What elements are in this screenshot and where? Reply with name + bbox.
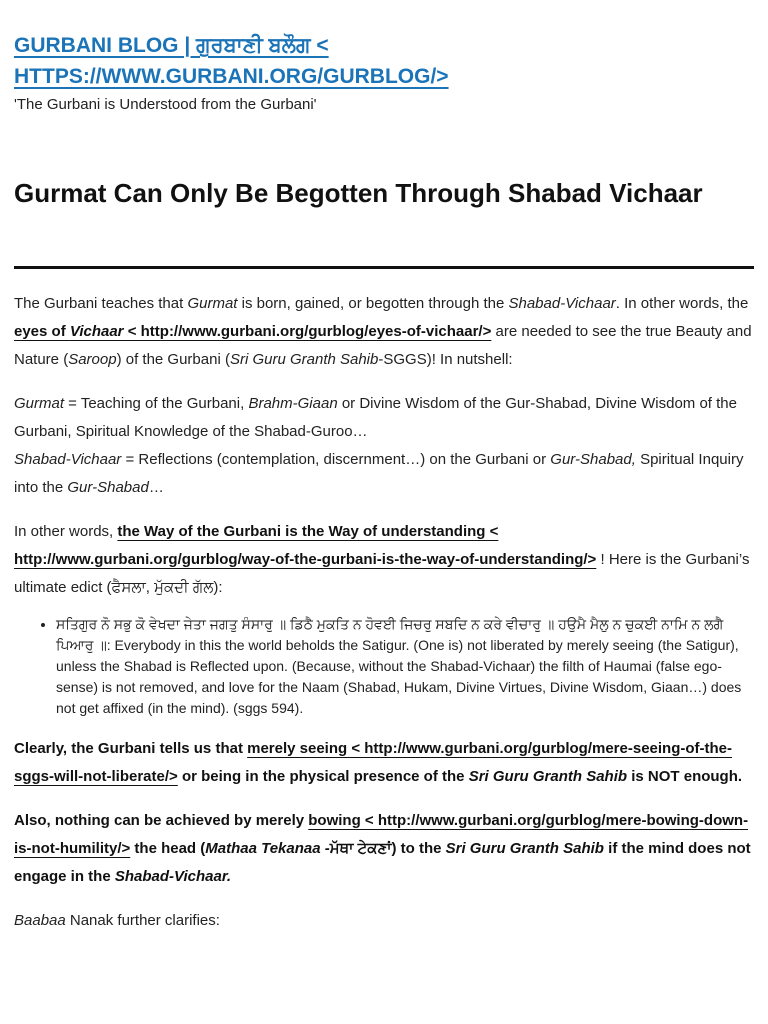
- text: Saroop: [68, 351, 117, 368]
- site-title-line1[interactable]: GURBANI BLOG | ਗੁਰਬਾਣੀ ਬਲੌਗ <: [14, 34, 329, 57]
- text: = Reflections (contemplation, discernment…) on the Gurbani or: [121, 451, 551, 468]
- text: ) of the Gurbani (: [116, 351, 230, 368]
- bowing-link[interactable]: bowing < http://www.gurbani.org/gurblog/mere-bowing-down-is-not-humility/>: [14, 812, 749, 857]
- text: or Divine Wisdom of the Gur-Shabad, Divine Wisdom of the Gurbani, Spiritual Knowledge of the Shabad-Guroo…: [14, 395, 737, 440]
- eyes-of-vichaar-link[interactable]: [14, 323, 491, 340]
- text: or being in the physical presence of the: [177, 768, 469, 785]
- list-item: [56, 614, 754, 719]
- text: Brahm-Giaan: [248, 395, 338, 412]
- text: Sri Guru Granth Sahib: [445, 840, 604, 857]
- link-text[interactable]: eyes of: [14, 323, 70, 340]
- quote-list: [14, 614, 754, 719]
- site-tagline: 'The Gurbani is Understood from the Gurbani': [14, 96, 317, 113]
- paragraph-merely-seeing: [14, 735, 754, 791]
- text: Shabad-Vichaar: [14, 451, 122, 468]
- text: is NOT enough.: [627, 768, 743, 785]
- text: Gurmat: [14, 395, 65, 412]
- definition-shabad-vichaar: [14, 446, 754, 502]
- paragraph-intro: [14, 290, 754, 374]
- text: = Teaching of the Gurbani,: [64, 395, 249, 412]
- text: ) to the: [391, 840, 446, 857]
- gurbani-verse: ਸਤਿਗੁਰ ਨੋ ਸਭੁ ਕੋ ਵੇਖਦਾ ਜੇਤਾ ਜਗਤੁ ਸੰਸਾਰੁ ॥ ਡਿਠੈ ਮੁਕਤਿ ਨ ਹੋਵਈ ਜਿਚਰੁ ਸਬਦਿ ਨ ਕਰੇ ਵੀਚਾਰੁ ॥ ਹਉਮੈ ਮੈਲੁ ਨ ਚੁਕਈ ਨਾਮਿ ਨ ਲਗੈ ਪਿਆਰੁ ॥: [56, 616, 724, 653]
- text: Gur-Shabad,: [550, 451, 636, 468]
- text: -SGGS)! In nutshell:: [378, 351, 513, 368]
- link-text[interactable]: < http://www.gurbani.org/gurblog/eyes-of-vichaar/>: [123, 323, 492, 340]
- text: the head (: [130, 840, 206, 857]
- text: Sri Guru Granth Sahib: [468, 768, 628, 785]
- merely-seeing-link[interactable]: merely seeing < http://www.gurbani.org/gurblog/mere-seeing-of-the-sggs-will-not-liberate/>: [14, 740, 733, 785]
- text: The Gurbani teaches that: [14, 295, 188, 312]
- text: Shabad-Vichaar.: [114, 868, 232, 885]
- text: Clearly, the Gurbani tells us that: [14, 740, 248, 757]
- text: Also, nothing can be achieved by merely: [14, 812, 309, 829]
- text: Nanak further clarifies:: [65, 912, 220, 929]
- text: Spiritual Inquiry into the: [14, 451, 744, 496]
- paragraph-way-of-gurbani: [14, 518, 754, 602]
- text: Gur-Shabad: [67, 479, 149, 496]
- text: is born, gained, or begotten through the: [237, 295, 509, 312]
- site-title-line2[interactable]: HTTPS://WWW.GURBANI.ORG/GURBLOG/>: [14, 65, 449, 88]
- text: Mathaa Tekanaa -: [205, 840, 330, 857]
- link-text[interactable]: Vichaar: [69, 323, 124, 340]
- way-of-gurbani-link[interactable]: the Way of the Gurbani is the Way of understanding < http://www.gurbani.org/gurblog/way-of-the-gurbani-is-the-way-of-understanding/>: [14, 523, 597, 568]
- text: are needed to see the true Beauty and Nature (: [14, 323, 752, 368]
- text: if the mind does not engage in the: [14, 840, 751, 885]
- text: Sri Guru Granth Sahib: [229, 351, 379, 368]
- post-title: Gurmat Can Only Be Begotten Through Shabad Vichaar: [14, 178, 703, 208]
- text: …: [148, 479, 164, 496]
- text: . In other words, the: [615, 295, 749, 312]
- paragraph-baabaa-nanak: [14, 907, 754, 935]
- text: Baabaa: [14, 912, 66, 929]
- paragraph-bowing: [14, 807, 754, 891]
- text: Shabad-Vichaar: [508, 295, 616, 312]
- title-divider: [14, 266, 754, 269]
- site-title-link[interactable]: [14, 30, 574, 92]
- text: ! Here is the Gurbani’s ultimate edict (ਫੈਸਲਾ, ਮੁੱਕਦੀ ਗੱਲ):: [14, 551, 750, 596]
- definition-gurmat: [14, 390, 754, 446]
- verse-translation: : Everybody in this the world beholds the Satigur. (One is) not liberated by merely seeing (the Satigur), unless the Shabad is Reflected upon. (Because, without the Shabad-Vichaar) the filth of Haumai (false ego-sense) is not removed, and love for the Naam (Shabad, Hukam, Divine Virtues, Divine Wisdom, Giaan…) does not get affixed (in the mind). (sggs 594).: [56, 637, 742, 716]
- text: ਮੱਥਾ ਟੇਕਣਾਂ: [329, 840, 392, 857]
- post-body: [14, 290, 754, 951]
- text: In other words,: [14, 523, 118, 540]
- text: Gurmat: [187, 295, 238, 312]
